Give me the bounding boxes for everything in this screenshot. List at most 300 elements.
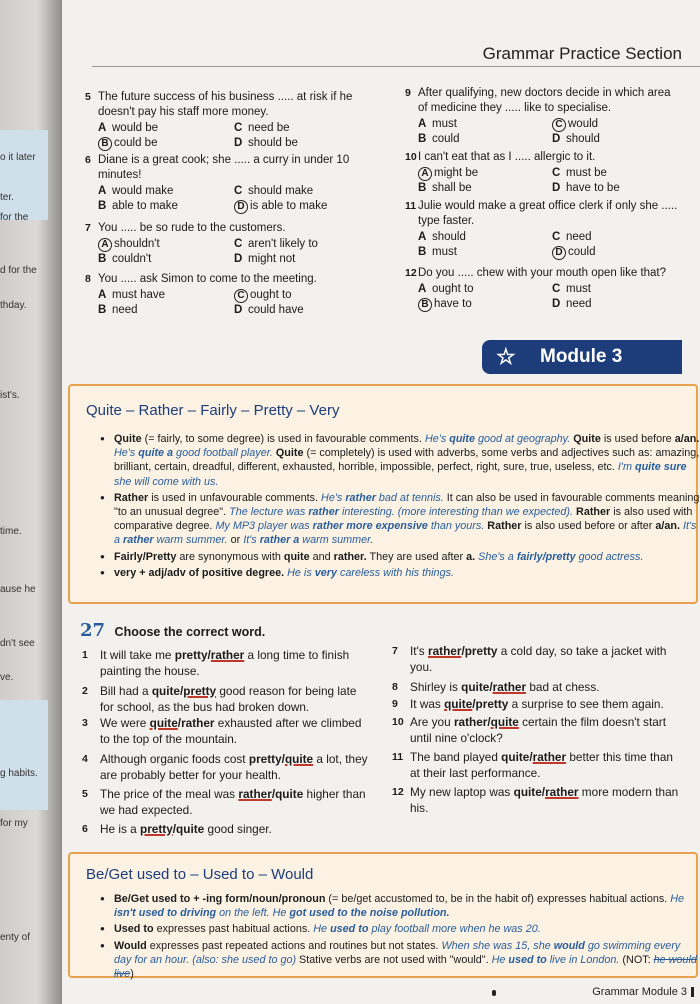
rule-text-segment: very [314,566,337,579]
answer-option [418,245,548,260]
alternative-word: quite/ [151,684,184,698]
rule-text-segment: (= completely) is used with adverbs, some verbs and adjectives such as: amazing, brilliant, certain, dreadful, different, exhausted, horrible, impossible, perfect, right, sure, true, useless, etc. [114,447,700,474]
option-text: should make [248,185,314,197]
rule-text-segment: Would [114,939,147,952]
rule-text-segment: would [553,939,585,952]
option-letter: C [552,231,561,243]
rule-text-segment: He's [321,491,346,504]
rule-text-segment: a. [466,550,476,563]
rule-text-segment: He's [424,433,450,445]
question-stem: Do you ..... chew with your mouth open like that? [418,267,667,279]
rule-text-segment: good actress. [575,550,644,563]
chosen-word: rather [210,648,245,662]
rule-text-segment: is used before [600,433,675,445]
answer-option [234,136,366,151]
option-text: need [566,298,592,310]
answer-option [418,117,548,132]
rule-text-segment: Rather [114,491,149,504]
option-text: could [568,246,596,258]
option-text: ought to [432,283,474,295]
exercise-number: 27 [80,620,106,641]
option-text: shouldn't [114,238,160,250]
textbook-page [62,0,700,1004]
option-letter: A [98,289,107,301]
alternative-word: quite/ [513,785,546,799]
option-text: ought to [250,289,292,301]
rule-text-segment: My MP3 player was [215,520,313,533]
alternative-word: quite/ [461,680,493,694]
exercise-item [392,697,686,713]
answer-options [98,184,366,214]
option-letter: A [98,238,112,252]
left-strip-text: time. [0,526,22,537]
rule-text-segment: is also used before or after [521,520,656,533]
option-letter: D [552,133,561,145]
exercise-item-number: 6 [82,823,88,835]
option-text: must have [112,289,166,301]
rule-text-segment: bad at tennis. [375,491,444,504]
option-letter: C [552,167,561,179]
exercise-item-number: 10 [392,716,404,728]
option-text: could [432,133,460,145]
exercise-item-number: 7 [392,645,398,657]
alternative-word: rather/ [453,715,491,729]
option-text: might not [248,253,296,265]
answer-option-circled [418,166,548,181]
rule-text-segment: (= be/get accustomed to, be in the habit of) expresses habitual actions. [325,893,671,905]
option-text: couldn't [112,253,152,265]
exercise-item-number: 12 [392,786,404,798]
answer-option [418,132,548,147]
chosen-word: rather [427,644,462,658]
question-stem: The future success of his business ..... at risk if he doesn't pay his staff more money. [98,91,353,118]
answer-options [418,230,682,260]
answer-option [98,199,230,214]
grammar-rule [114,491,700,548]
chosen-word: rather [532,750,567,764]
chosen-word: rather [492,680,527,694]
exercise-item [82,787,372,818]
exercise-item-number: 1 [82,649,88,661]
option-letter: A [98,185,107,197]
rule-text-segment: are synonymous with [176,550,284,563]
option-text: must [432,118,457,130]
rule-text-segment: It's [243,534,260,547]
option-text: should be [248,137,298,149]
page-footer [592,986,694,998]
rule-text-segment: He is [287,566,315,579]
option-letter: A [418,167,432,181]
option-text: must be [566,167,607,179]
answer-option [552,282,682,297]
option-text: able to make [112,200,178,212]
option-text: would make [112,185,174,197]
sentence-text: Shirley is [410,680,462,694]
exercise-item-number: 9 [392,698,398,710]
answer-option [98,252,230,267]
footer-bar [691,987,694,997]
option-text: need be [248,122,290,134]
answer-option-circled [98,136,230,151]
option-text: need [112,304,138,316]
footer-label: Grammar Module 3 [592,986,687,998]
rule-text-segment: expresses past repeated actions and routines but not states. [146,939,442,952]
exercise-item [82,648,372,679]
option-text: might be [434,167,479,179]
exercise-item [392,750,686,781]
option-letter: B [98,137,112,151]
question-stem: Diane is a great cook; she ..... a curry in under 10 minutes! [98,154,350,181]
rule-text-segment: good football player. [173,447,273,460]
rule-text-segment: than yours. [427,520,485,533]
rule-text-segment: isn't used to driving [114,907,217,920]
grammar-rule [114,922,700,936]
rule-text-segment: (= fairly, to some degree) is used in favourable comments. [141,433,425,445]
grammar-rule [114,939,700,982]
option-letter: B [98,304,107,316]
answer-options [418,282,682,312]
sentence-text: higher than we had expected. [100,787,366,817]
left-strip-text: d for the [0,265,37,276]
option-text: have to be [566,182,620,194]
exercise-item-number: 3 [82,717,88,729]
rule-text-segment: rather. [333,550,367,563]
question-item [85,153,366,214]
rule-text-segment: She's a [478,550,517,563]
option-letter: D [234,304,243,316]
exercise-item-number: 4 [82,753,88,765]
rule-text-segment: Rather [487,520,522,533]
rule-text-segment: I'm [617,461,635,474]
question-number: 6 [85,154,91,166]
rule-text-segment: He's [114,447,139,460]
sentence-text: better this time than at their last performance. [410,750,673,780]
exercise-item-number: 8 [392,681,398,693]
page-mark [492,990,496,996]
sentence-text: certain the film doesn't start until nine o'clock? [410,715,666,745]
option-letter: C [234,185,243,197]
option-letter: A [418,118,427,130]
star-icon: ☆ [496,344,516,369]
option-letter: D [234,200,248,214]
sentence-text: It was [410,697,445,711]
option-text: is able to make [250,200,328,212]
left-page-strip [0,0,62,1004]
question-stem: Julie would make a great office clerk if only she ..... type faster. [418,200,678,227]
answer-options [418,166,682,196]
answer-option [234,303,366,318]
rule-text-segment: warm summer. [299,534,374,547]
question-item [405,266,682,312]
rule-text-segment: quite sure [634,461,687,474]
alternative-word: pretty/ [174,648,211,662]
question-stem: After qualifying, new doctors decide in which area of medicine they ..... like to specialise. [418,87,671,114]
alternative-word: /pretty [472,697,509,711]
rule-text-segment: Rather [576,506,611,519]
sentence-text: a surprise to see them again. [508,697,664,711]
answer-option [552,230,682,245]
question-stem: I can't eat that as I ..... allergic to it. [418,151,596,163]
chosen-word: quite [444,697,473,711]
alternative-word: quite/ [501,750,533,764]
option-letter: D [234,253,243,265]
question-number: 5 [85,91,91,103]
question-item [405,150,682,196]
exercise-heading [80,620,265,641]
grammar-box-title: Quite – Rather – Fairly – Pretty – Very [86,402,340,419]
alternative-word: /pretty [461,644,498,658]
rule-text-segment: used to [330,923,369,936]
chosen-word: quite [149,716,178,730]
option-letter: B [418,246,427,258]
left-strip-blue-panel [0,130,48,220]
exercise-instruction: Choose the correct word. [114,625,266,639]
option-letter: C [552,283,561,295]
sentence-text: exhausted after we climbed to the top of the mountain. [100,716,362,746]
left-strip-text: ve. [0,672,14,683]
question-number: 10 [405,151,417,163]
rule-text-segment: He [670,893,685,905]
option-letter: C [234,289,248,303]
alternative-word: pretty/ [248,752,285,766]
question-stem: You ..... ask Simon to come to the meeting. [98,273,317,285]
answer-options [98,121,366,151]
option-letter: A [418,231,427,243]
option-text: must [432,246,457,258]
answer-option-circled [234,199,366,214]
exercise-item-number: 2 [82,685,88,697]
rule-text-segment: rather [123,534,154,547]
sentence-text: My new laptop was [410,785,514,799]
grammar-box-quite-rather [68,384,698,604]
sentence-text: The price of the meal was [100,787,239,801]
grammar-rule [114,550,700,564]
sentence-text: a long time to finish painting the house. [100,648,350,678]
option-text: have to [434,298,472,310]
rule-text-segment: When she was 15, she [441,939,554,952]
rule-text-segment: Stative verbs are not used with "would". [296,953,492,966]
grammar-rule [114,432,700,489]
rule-text-segment: used to [508,953,547,966]
answer-option [552,132,682,147]
question-stem: You ..... be so rude to the customers. [98,222,286,234]
rule-text-segment: They are used after [366,550,467,563]
rule-text-segment: It can also be used in favourable comments meaning "to an unusual degree". [114,491,700,519]
question-number: 12 [405,267,417,279]
exercise-item [392,680,686,696]
option-letter: B [98,200,107,212]
grammar-rule [114,892,700,920]
option-text: need [566,231,592,243]
rule-text-segment: quite a [138,447,174,460]
sentence-text: It will take me [100,648,175,662]
rule-text-segment: rather more expensive [312,520,428,533]
rule-text-segment: Be/Get used to + -ing form/noun/pronoun [114,893,326,905]
left-strip-text: enty of [0,932,31,943]
grammar-rule [114,566,700,580]
option-letter: C [234,238,243,250]
left-strip-blue-panel [0,700,48,810]
sentence-text: Although organic foods cost [100,752,249,766]
rule-text-segment: live in London. [546,953,620,966]
answer-option [98,184,230,199]
grammar-box-used-to [68,852,698,981]
sentence-text: Bill had a [100,684,152,698]
option-text: must [566,283,591,295]
exercise-item [392,715,686,746]
alternative-word: /quite [271,787,304,801]
option-letter: A [98,122,107,134]
grammar-box-list [96,432,700,582]
rule-text-segment: got used to the noise pollution. [289,907,450,920]
left-strip-text: o it later [0,152,36,163]
sentence-text: Are you [410,715,454,729]
alternative-word: /quite [172,822,205,836]
rule-text-segment: The lecture was [229,506,309,519]
option-text: would [568,118,599,130]
rule-text-segment: He [313,923,331,936]
question-number: 7 [85,222,91,234]
sentence-text: It's [410,644,428,658]
rule-text-segment: rather [308,506,339,519]
question-number: 9 [405,87,411,99]
option-letter: C [234,122,243,134]
answer-option [552,166,682,181]
answer-option-circled [98,237,230,252]
answer-option [418,230,548,245]
chosen-word: pretty [183,684,217,698]
header-rule [92,66,700,67]
answer-options [98,237,366,267]
answer-option-circled [418,297,548,312]
rule-text-segment: is used in unfavourable comments. [148,491,322,504]
grammar-box-title: Be/Get used to – Used to – Would [86,866,314,883]
rule-text-segment: rather a [259,534,300,547]
option-letter: D [552,182,561,194]
rule-text-segment: fairly/pretty [516,550,576,563]
rule-text-segment: careless with his things. [336,566,454,579]
rule-text-segment: Quite [275,447,304,460]
option-letter: B [98,253,107,265]
chosen-word: pretty [140,822,173,836]
answer-option [98,303,230,318]
answer-options [418,117,682,147]
question-item [405,86,682,147]
rule-text-segment: interesting. (more interesting than we expected). [338,506,574,519]
exercise-item [392,785,686,816]
rule-text-segment: he would live [114,953,697,981]
rule-text-segment: play football more when he was 20. [368,923,541,936]
chosen-word: quite [284,752,314,766]
option-text: could have [248,304,304,316]
rule-text-segment: warm summer. [153,534,228,547]
answer-option [234,237,366,252]
exercise-item [392,644,686,675]
rule-text-segment: Quite [114,433,142,445]
option-text: aren't likely to [248,238,318,250]
alternative-word: /rather [177,716,215,730]
rule-text-segment: It's a [114,520,697,547]
exercise-item-number: 5 [82,788,88,800]
rule-text-segment: is also used with comparative degree. [114,506,693,533]
exercise-item-number: 11 [392,751,404,763]
exercise-item [82,716,372,747]
option-letter: D [552,298,561,310]
rule-text-segment: Used to [114,923,154,936]
answer-option [234,121,366,136]
question-number: 8 [85,273,91,285]
answer-option-circled [234,288,366,303]
left-strip-text: thday. [0,300,27,311]
rule-text-segment: she will come with us. [114,475,219,488]
option-letter: B [418,298,432,312]
option-letter: B [418,133,427,145]
sentence-text: We were [100,716,150,730]
rule-text-segment: (NOT: [619,953,654,966]
rule-text-segment: very + adj/adv of positive degree. [114,566,285,579]
rule-text-segment: quite [283,550,310,563]
sentence-text: He is a [100,822,140,836]
rule-text-segment: Fairly/Pretty [114,550,177,563]
option-text: should [566,133,600,145]
sentence-text: good reason for being late for school, as the bus had broken down. [100,684,357,714]
rule-text-segment: ) [130,968,134,981]
left-strip-text: for my [0,818,28,829]
rule-text-segment: a/an. [674,433,700,445]
rule-text-segment: a/an. [655,520,680,533]
rule-text-segment: quite [449,433,476,445]
rule-text-segment: and [309,550,334,563]
left-strip-text: ter. [0,192,14,203]
question-item [85,272,366,318]
sentence-text: more modern than his. [410,785,679,815]
chosen-word: rather [238,787,272,801]
option-letter: A [418,283,427,295]
rule-text-segment: go swimming every day for an hour. (also: she used to go) [114,939,681,966]
sentence-text: good singer. [204,822,272,836]
sentence-text: bad at chess. [526,680,600,694]
answer-option [234,252,366,267]
answer-options [98,288,366,318]
rule-text-segment: Quite [573,433,601,445]
page-title: Grammar Practice Section [482,44,682,63]
chosen-word: rather [545,785,579,799]
option-letter: B [418,182,427,194]
page-header [62,0,700,72]
answer-option [234,184,366,199]
answer-option [552,181,682,196]
left-strip-text: dn't see [0,638,35,649]
option-text: should [432,231,466,243]
answer-option-circled [552,117,682,132]
chosen-word: quite [490,715,519,729]
sentence-text: a lot, they are probably better for your health. [100,752,368,782]
rule-text-segment: or [227,534,244,547]
module-label: Module 3 [540,346,623,367]
answer-option [552,297,682,312]
left-strip-text: g habits. [0,768,38,779]
answer-option [98,288,230,303]
option-text: would be [112,122,159,134]
answer-option-circled [552,245,682,260]
option-letter: D [552,246,566,260]
answer-option [418,181,548,196]
exercise-item [82,822,372,838]
module-banner [482,340,682,374]
option-text: could be [114,137,158,149]
exercise-item [82,752,372,783]
question-item [405,199,682,260]
